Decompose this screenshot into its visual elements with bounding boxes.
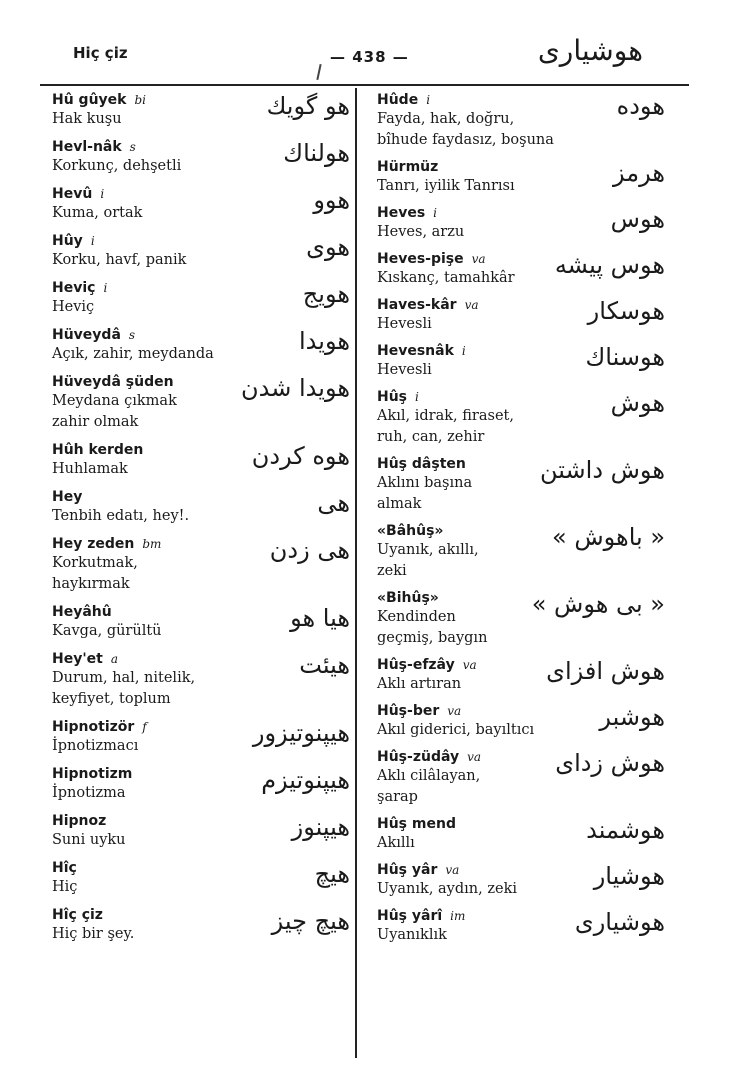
arabic-script-word: هوس (610, 205, 665, 233)
entry-definition: Korkutmak, (52, 555, 138, 571)
arabic-script-word: هيچ چيز (271, 907, 350, 935)
headword-text: Hûş mend (377, 816, 456, 832)
dictionary-entry (52, 92, 352, 130)
entry-definition: Meydana çıkmak (52, 393, 177, 409)
arabic-script-word: « بى هوش » (531, 590, 665, 618)
arabic-script-word: هوس پيشه (554, 251, 665, 279)
headword-text: Hûş yâr (377, 862, 438, 878)
entry-definition: keyfiyet, toplum (52, 691, 171, 707)
dictionary-entry (52, 186, 352, 224)
entry-definition: Akıllı (377, 835, 415, 851)
arabic-script-word: هوسكار (587, 297, 665, 325)
part-of-speech: i (103, 281, 108, 295)
headword-text: Hipnoz (52, 813, 107, 829)
part-of-speech: bi (134, 93, 147, 107)
arabic-script-word: « باهوش » (552, 523, 665, 551)
headword-text: Hîç çiz (52, 907, 103, 923)
headword-text: Hûş dâşten (377, 456, 466, 472)
headword-text: Hûş yârî (377, 908, 443, 924)
arabic-script-word: هيچ (314, 860, 350, 888)
headword-text: Heyâhû (52, 604, 112, 620)
entry-definition: Hevesli (377, 362, 432, 378)
dictionary-entry (52, 374, 352, 433)
dictionary-entry (377, 523, 667, 582)
arabic-script-word: هوش داشتن (540, 456, 665, 484)
arabic-script-word: هوى (306, 233, 350, 261)
dictionary-entry (377, 456, 667, 515)
arabic-script-word: هيئت (299, 651, 350, 679)
part-of-speech: s (128, 328, 136, 342)
dictionary-entry (377, 297, 667, 335)
dictionary-entry (52, 907, 352, 945)
headword-text: Hevl-nâk (52, 139, 122, 155)
entry-headword (52, 489, 352, 506)
arabic-script-word: هيا هو (290, 604, 350, 632)
headword-text: Hevesnâk (377, 343, 454, 359)
headword-text: Heviç (52, 280, 96, 296)
arabic-script-word: هوش زداى (555, 749, 665, 777)
dictionary-entry (52, 813, 352, 851)
dictionary-entry (377, 343, 667, 381)
header-rule (40, 84, 689, 86)
entry-definition: Akıl giderici, bayıltıcı (377, 722, 535, 738)
headword-text: «Bâhûş» (377, 523, 444, 539)
entry-definition: zeki (377, 563, 407, 579)
dictionary-entry (52, 766, 352, 804)
part-of-speech: va (447, 704, 462, 718)
entry-definition: Huhlamak (52, 461, 128, 477)
dictionary-entry (52, 233, 352, 271)
part-of-speech: a (110, 652, 118, 666)
dictionary-entry (377, 749, 667, 808)
dictionary-entry (52, 442, 352, 480)
arabic-script-word: هوشبر (599, 703, 665, 731)
headword-text: Hüveydâ şüden (52, 374, 174, 390)
part-of-speech: va (471, 252, 486, 266)
arabic-script-word: هو گويك (266, 92, 350, 120)
entry-definition: zahir olmak (52, 414, 139, 430)
entry-definition: Hiç bir şey. (52, 926, 135, 942)
entry-definition: Hak kuşu (52, 111, 122, 127)
entry-definition: Uyanık, aydın, zeki (377, 881, 517, 897)
dictionary-entry (52, 280, 352, 318)
headword-text: «Bihûş» (377, 590, 439, 606)
entry-definition: İpnotizmacı (52, 738, 139, 754)
entry-definition: ruh, can, zehir (377, 429, 485, 445)
dictionary-entry (377, 816, 667, 854)
entry-definition: şarap (377, 789, 418, 805)
part-of-speech: i (90, 234, 95, 248)
part-of-speech: s (129, 140, 136, 154)
headword-text: Hûh kerden (52, 442, 144, 458)
entry-definition: Uyanık, akıllı, (377, 542, 479, 558)
part-of-speech: i (100, 187, 105, 201)
column-divider (355, 88, 357, 1058)
arabic-script-word: هولناك (283, 139, 350, 167)
dictionary-entry (52, 489, 352, 527)
arabic-script-word: هوده (616, 92, 665, 120)
running-head-right: هوشيارى (537, 34, 643, 67)
entry-definition: Heves, arzu (377, 224, 465, 240)
part-of-speech: i (461, 344, 466, 358)
entry-definition: Tenbih edatı, hey!. (52, 508, 190, 524)
arabic-script-word: هوشمند (586, 816, 665, 844)
entry-definition: Açık, zahir, meydanda (52, 346, 214, 362)
page-number: — 438 — (330, 48, 409, 66)
left-column (52, 92, 352, 954)
entry-definition: Durum, hal, nitelik, (52, 670, 196, 686)
headword-text: Hîç (52, 860, 77, 876)
dictionary-entry (377, 389, 667, 448)
entry-headword (52, 186, 352, 203)
entry-definition: geçmiş, baygın (377, 630, 488, 646)
arabic-script-word: هوسناك (585, 343, 665, 371)
entry-definition: Hiç (52, 879, 78, 895)
entry-definition: Aklını başına (377, 475, 473, 491)
entry-definition: Aklı cilâlayan, (377, 768, 481, 784)
entry-definition: Korku, havf, panik (52, 252, 187, 268)
entry-definition: Kavga, gürültü (52, 623, 162, 639)
arabic-script-word: هوشيارى (574, 908, 665, 936)
dictionary-entry (377, 908, 667, 946)
right-column (377, 92, 667, 954)
arabic-script-word: هوو (313, 186, 350, 214)
headword-text: Hûş (377, 389, 408, 405)
part-of-speech: bm (142, 537, 162, 551)
arabic-script-word: هيپنوز (291, 813, 350, 841)
arabic-script-word: هرمز (613, 159, 665, 187)
part-of-speech: i (433, 206, 438, 220)
dictionary-entry (377, 703, 667, 741)
headword-text: Hey zeden (52, 536, 135, 552)
arabic-script-word: هى زدن (269, 536, 350, 564)
headword-text: Hüveydâ (52, 327, 121, 343)
headword-text: Haves-kâr (377, 297, 457, 313)
headword-text: Hürmüz (377, 159, 439, 175)
headword-text: Heves (377, 205, 426, 221)
dictionary-entry (377, 205, 667, 243)
arabic-script-word: هوش (610, 389, 665, 417)
dictionary-entry (377, 657, 667, 695)
headword-text: Hûş-efzây (377, 657, 455, 673)
headword-text: Hey'et (52, 651, 103, 667)
entry-definition: Aklı artıran (377, 676, 462, 692)
part-of-speech: va (445, 863, 460, 877)
headword-text: Hey (52, 489, 83, 505)
entry-definition: İpnotizma (52, 785, 126, 801)
entry-definition: Uyanıklık (377, 927, 447, 943)
headword-text: Heves-pişe (377, 251, 464, 267)
headword-text: Hipnotizm (52, 766, 133, 782)
headword-text: Hû gûyek (52, 92, 127, 108)
dictionary-entry (52, 139, 352, 177)
part-of-speech: im (450, 909, 466, 923)
part-of-speech: i (415, 390, 419, 404)
dictionary-entry (52, 604, 352, 642)
part-of-speech: va (462, 658, 477, 672)
arabic-script-word: هويدا شدن (241, 374, 350, 402)
entry-definition: bîhude faydasız, boşuna (377, 132, 554, 148)
running-head-left: Hiç çiz (73, 44, 128, 62)
headword-text: Hevû (52, 186, 93, 202)
dictionary-entry (377, 159, 667, 197)
dictionary-entry (52, 536, 352, 595)
dictionary-entry (377, 862, 667, 900)
headword-text: Hûş-ber (377, 703, 440, 719)
entry-definition: Kendinden (377, 609, 456, 625)
entry-definition: almak (377, 496, 422, 512)
entry-definition: Korkunç, dehşetli (52, 158, 182, 174)
header-mark (316, 64, 321, 80)
arabic-script-word: هويج (302, 280, 350, 308)
arabic-script-word: هوش افزاى (546, 657, 665, 685)
entry-definition: Kıskanç, tamahkâr (377, 270, 515, 286)
dictionary-entry (52, 327, 352, 365)
entry-definition: Suni uyku (52, 832, 126, 848)
arabic-script-word: هيپنوتيزم (261, 766, 350, 794)
entry-definition: Fayda, hak, doğru, (377, 111, 515, 127)
arabic-script-word: هى (317, 489, 350, 517)
entry-definition: Tanrı, iyilik Tanrısı (377, 178, 515, 194)
arabic-script-word: هوشيار (593, 862, 665, 890)
dictionary-entry (377, 590, 667, 649)
dictionary-entry (52, 651, 352, 710)
entry-definition: Kuma, ortak (52, 205, 143, 221)
dictionary-entry (52, 719, 352, 757)
headword-text: Hipnotizör (52, 719, 135, 735)
part-of-speech: va (467, 750, 482, 764)
page-header (0, 0, 729, 90)
arabic-script-word: هويدا (299, 327, 350, 355)
entry-definition: haykırmak (52, 576, 130, 592)
entry-headword (52, 860, 352, 877)
dictionary-entry (52, 860, 352, 898)
entry-definition: Akıl, idrak, firaset, (377, 408, 514, 424)
arabic-script-word: هيپنوتيزور (252, 719, 350, 747)
dictionary-entry (377, 92, 667, 151)
part-of-speech: va (464, 298, 479, 312)
headword-text: Hûş-züdây (377, 749, 460, 765)
part-of-speech: i (426, 93, 431, 107)
entry-definition: Heviç (52, 299, 95, 315)
headword-text: Hûde (377, 92, 419, 108)
headword-text: Hûy (52, 233, 83, 249)
dictionary-entry (377, 251, 667, 289)
arabic-script-word: هوه كردن (251, 442, 350, 470)
entry-definition: Hevesli (377, 316, 432, 332)
part-of-speech: f (142, 720, 147, 734)
